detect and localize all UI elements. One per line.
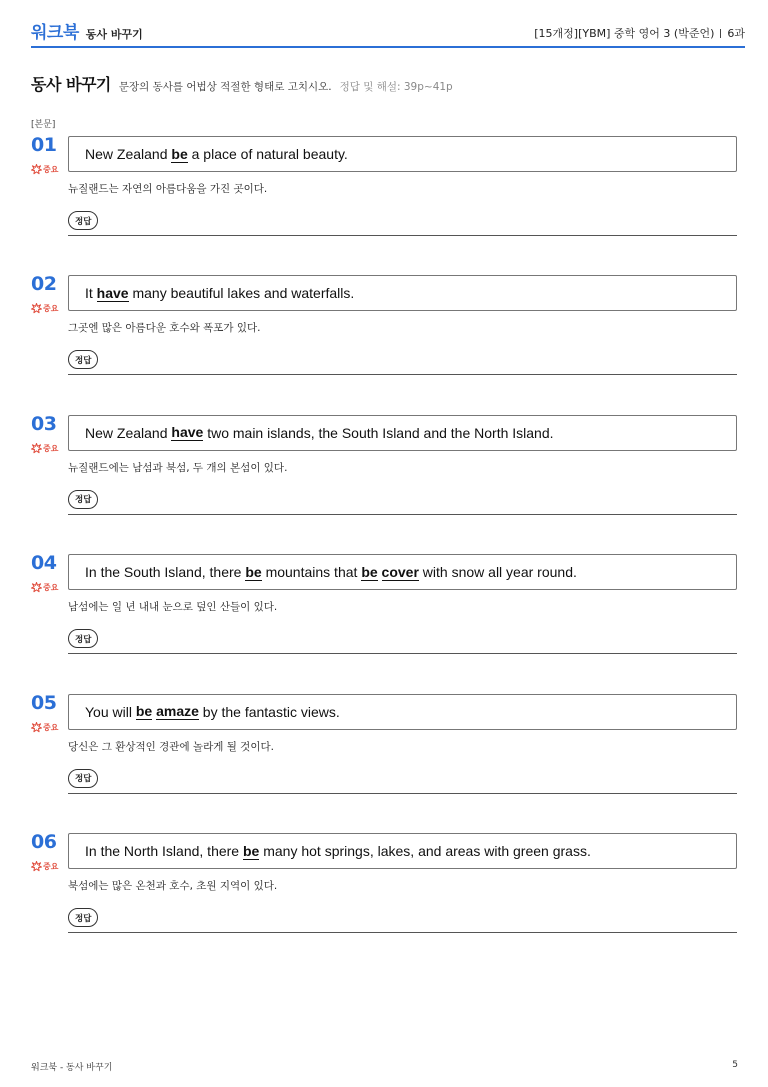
star-burst-icon [31,722,42,733]
target-verb: be [135,703,153,720]
important-badge [31,303,58,314]
sentence-text: two main islands, the South Island and the North Island. [203,424,554,441]
korean-translation: 북섬에는 많은 온천과 호수, 초원 지역이 있다. [68,880,278,892]
problem-item [31,275,737,385]
important-badge [31,861,58,872]
important-badge [31,164,58,175]
header-section: 동사 바꾸기 [85,28,143,41]
korean-translation: 남섬에는 일 년 내내 눈으로 덮인 산들이 있다. [68,601,278,614]
sentence-text: You will [85,703,136,720]
sentence-text: In the South Island, there [85,564,246,581]
question-sentence [68,415,737,451]
problem-item [31,554,737,664]
star-burst-icon [31,861,42,872]
answer-label: 정답 [68,490,98,509]
star-burst-icon [31,443,42,454]
footer-title: 워크북 - 동사 바꾸기 [31,1063,113,1073]
problem-item [31,691,737,804]
brand-name: 워크북 [31,23,79,43]
lesson-label: 6과 [727,27,745,40]
important-label: 중요 [43,165,59,174]
brand [31,18,143,43]
section-tag: [본문] [31,120,56,130]
important-label: 중요 [43,583,59,593]
korean-translation: 그곳엔 많은 아름다운 호수와 폭포가 있다. [68,322,261,335]
problem-number: 04 [31,552,57,575]
instruction: 문장의 동사를 어법상 적절한 형태로 고치시오. [118,81,332,93]
answer-label: 정답 [68,350,98,369]
star-burst-icon [31,164,42,175]
important-badge [31,722,58,733]
answer-line[interactable] [68,932,737,933]
sentence-text: a place of natural beauty. [187,146,348,162]
important-label: 중요 [43,862,59,871]
star-burst-icon [31,582,42,593]
question-sentence [68,833,737,869]
star-burst-icon [31,303,42,314]
question-sentence [68,554,737,590]
important-label: 중요 [43,722,59,732]
problem-number: 06 [31,831,57,853]
important-badge [31,443,58,454]
problem-number: 03 [31,412,57,435]
target-verb: have [96,284,129,301]
sentence-text: many beautiful lakes and waterfalls. [128,285,355,302]
answer-label: 정답 [68,769,98,788]
sentence-text: New Zealand [85,424,172,441]
answer-line[interactable] [68,793,737,794]
problem-number: 05 [31,691,57,714]
answer-label: 정답 [68,629,98,648]
sentence-text: many hot springs, lakes, and areas with green grass. [259,843,591,859]
target-verb: be [361,563,378,580]
sentence-text: mountains that [261,564,362,581]
problem-item [31,136,737,246]
answer-label: 정답 [68,908,98,927]
title-row [31,72,453,95]
course-title: [15개정][YBM] 중학 영어 3 (박준언) [534,27,715,40]
page-header [31,18,745,48]
target-verb: have [171,424,204,441]
answer-label: 정답 [68,211,98,230]
korean-translation: 당신은 그 환상적인 경관에 놀라게 될 것이다. [68,740,274,753]
answer-line[interactable] [68,653,737,654]
sentence-text: with snow all year round. [418,564,577,581]
question-sentence [68,275,737,311]
sentence-text: In the North Island, there [85,843,243,859]
korean-translation: 뉴질랜드에는 남섬과 북섬, 두 개의 본섬이 있다. [68,461,288,474]
page-number: 5 [732,1060,738,1070]
target-verb: be [242,842,260,859]
question-sentence [68,136,737,172]
page-title: 동사 바꾸기 [31,75,111,94]
answer-line[interactable] [68,514,737,515]
course-info [534,18,745,41]
target-verb: cover [381,563,419,580]
answer-line[interactable] [68,235,737,236]
answer-reference: 정답 및 해설: 39p~41p [339,81,453,93]
problem-item [31,412,737,525]
sentence-text: by the fantastic views. [198,703,340,720]
target-verb: amaze [156,703,199,720]
sentence-text: It [85,285,97,302]
separator [720,29,721,38]
problem-item [31,833,737,943]
important-label: 중요 [43,443,59,453]
target-verb: be [245,563,262,580]
problem-number: 01 [31,134,57,156]
problem-number: 02 [31,273,57,296]
sentence-text: New Zealand [85,146,172,162]
important-badge [31,582,58,593]
korean-translation: 뉴질랜드는 자연의 아름다움을 가진 곳이다. [68,183,268,195]
question-sentence [68,694,737,730]
target-verb: be [171,145,188,162]
answer-line[interactable] [68,374,737,375]
important-label: 중요 [43,304,59,314]
